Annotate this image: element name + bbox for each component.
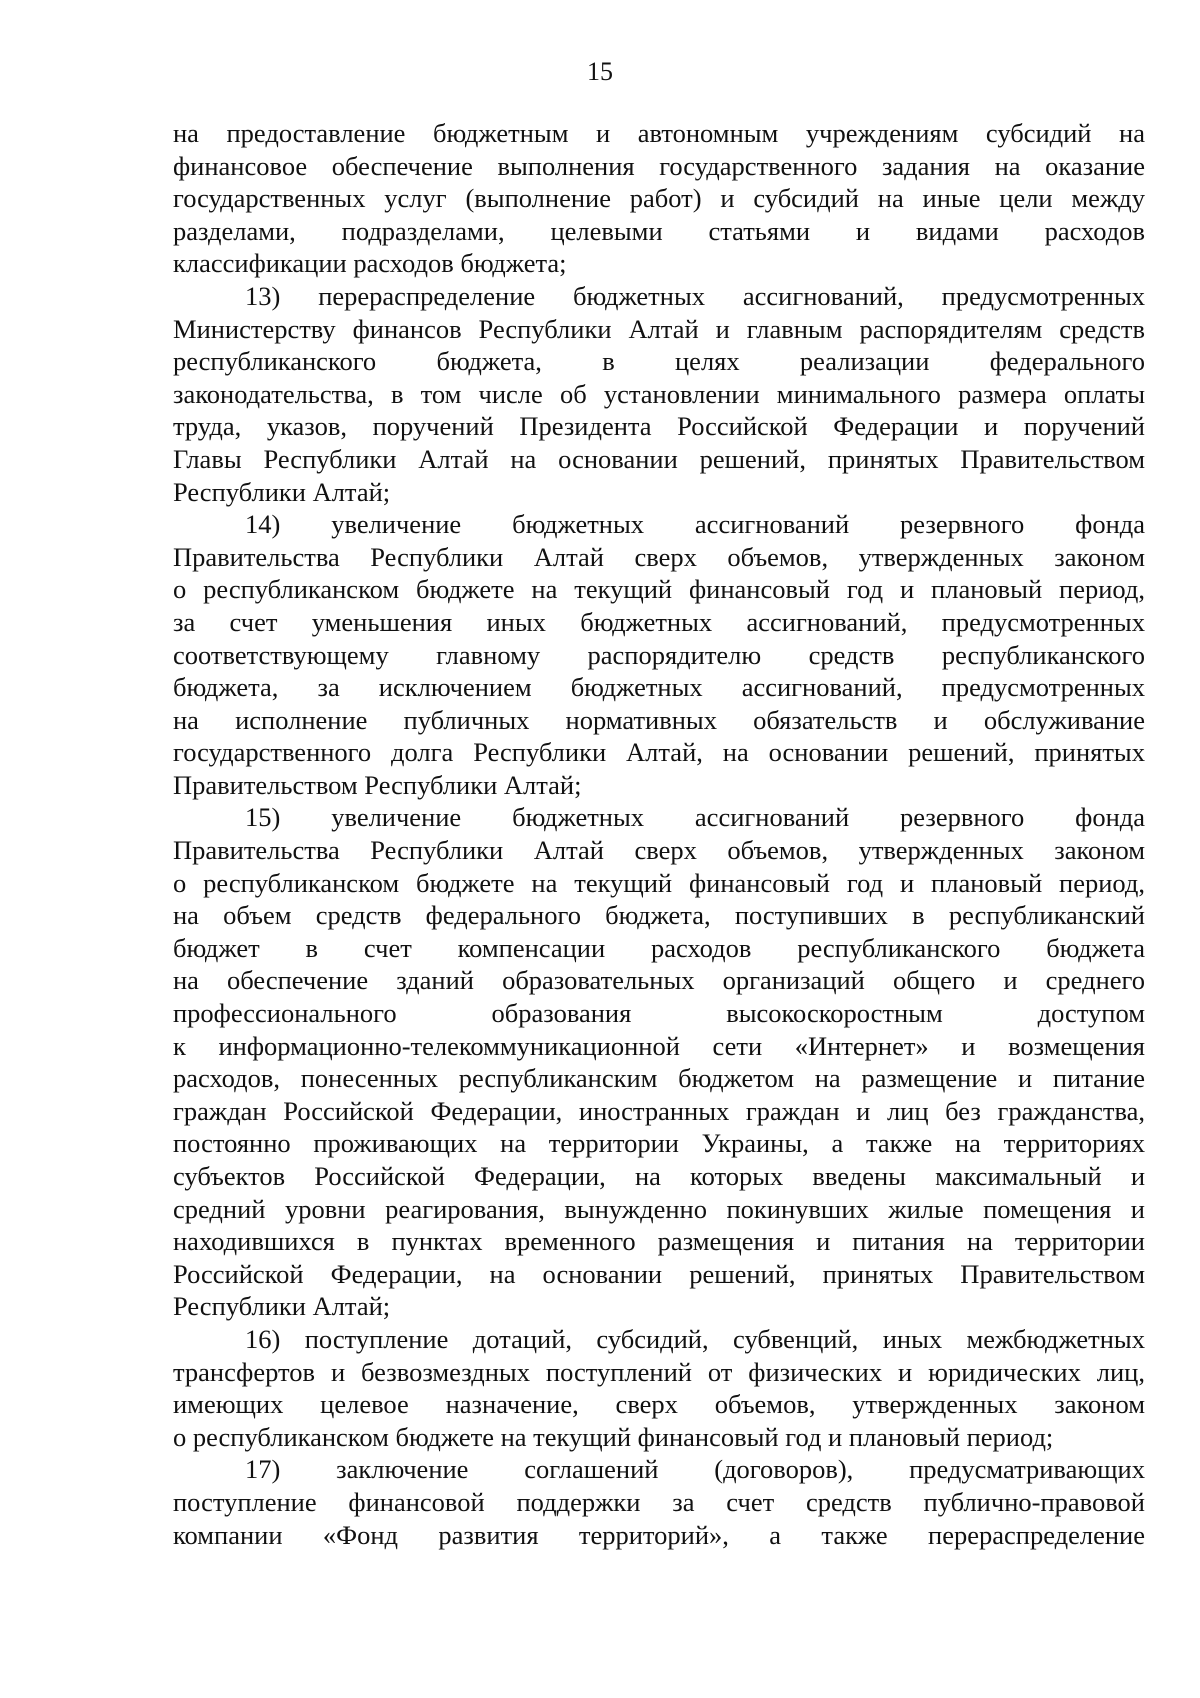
text-line: о республиканском бюджете на текущий финансовый год и плановый период, bbox=[173, 574, 1145, 605]
text-line: Российской Федерации, на основании решений, принятых Правительством bbox=[173, 1258, 1145, 1289]
text-line: соответствующему главному распорядителю средств республиканского bbox=[173, 639, 1145, 670]
text-line: Главы Республики Алтай на основании решений, принятых Правительством bbox=[173, 443, 1145, 474]
text-line: постоянно проживающих на территории Украины, а также на территориях bbox=[173, 1128, 1145, 1159]
text-line: разделами, подразделами, целевыми статьями и видами расходов bbox=[173, 215, 1145, 246]
text-line: субъектов Российской Федерации, на которых введены максимальный и bbox=[173, 1161, 1145, 1191]
text-line: о республиканском бюджете на текущий финансовый год и плановый период, bbox=[173, 867, 1145, 898]
item-16-line: 16) поступление дотаций, субсидий, субвенций, иных межбюджетных bbox=[245, 1323, 1145, 1354]
text-line: бюджет в счет компенсации расходов республиканского бюджета bbox=[173, 932, 1145, 963]
text-line: расходов, понесенных республиканским бюджетом на размещение и питание bbox=[173, 1063, 1145, 1094]
text-line: на обеспечение зданий образовательных организаций общего и среднего bbox=[173, 965, 1145, 996]
text-line: на исполнение публичных нормативных обязательств и обслуживание bbox=[173, 704, 1145, 735]
text-line: на объем средств федерального бюджета, поступивших в республиканский bbox=[173, 900, 1145, 931]
text-line: о республиканском бюджете на текущий финансовый год и плановый период; bbox=[173, 1421, 1054, 1452]
text-line: граждан Российской Федерации, иностранных граждан и лиц без гражданства, bbox=[173, 1095, 1145, 1126]
text-line: Правительством Республики Алтай; bbox=[173, 769, 582, 800]
text-line: профессионального образования высокоскоростным доступом bbox=[173, 998, 1145, 1029]
text-line: средний уровни реагирования, вынужденно покинувших жилые помещения и bbox=[173, 1193, 1145, 1224]
text-line: Правительства Республики Алтай сверх объемов, утвержденных законом bbox=[173, 541, 1145, 572]
item-14-line: 14) увеличение бюджетных ассигнований резервного фонда bbox=[245, 509, 1145, 540]
text-line: труда, указов, поручений Президента Российской Федерации и поручений bbox=[173, 411, 1145, 442]
text-line: компании «Фонд развития территорий», а также перераспределение bbox=[173, 1519, 1145, 1550]
item-15-line: 15) увеличение бюджетных ассигнований резервного фонда bbox=[245, 802, 1145, 833]
text-line: республиканского бюджета, в целях реализации федерального bbox=[173, 346, 1145, 377]
text-line: классификации расходов бюджета; bbox=[173, 248, 567, 279]
text-line: на предоставление бюджетным и автономным учреждениям субсидий на bbox=[173, 118, 1145, 148]
text-line: бюджета, за исключением бюджетных ассигнований, предусмотренных bbox=[173, 672, 1145, 703]
text-line: государственного долга Республики Алтай, на основании решений, принятых bbox=[173, 737, 1145, 768]
text-line: Правительства Республики Алтай сверх объемов, утвержденных законом bbox=[173, 835, 1145, 866]
page-number: 15 bbox=[587, 57, 613, 86]
item-13-line: 13) перераспределение бюджетных ассигнований, предусмотренных bbox=[245, 280, 1145, 311]
text-line: к информационно-телекоммуникационной сети «Интернет» и возмещения bbox=[173, 1030, 1145, 1061]
text-line: финансовое обеспечение выполнения государственного задания на оказание bbox=[173, 150, 1145, 181]
text-line: находившихся в пунктах временного размещения и питания на территории bbox=[173, 1226, 1145, 1257]
text-line: поступление финансовой поддержки за счет средств публично-правовой bbox=[173, 1486, 1145, 1517]
text-line: Республики Алтай; bbox=[173, 476, 391, 507]
document-body bbox=[173, 117, 1145, 1551]
text-line: за счет уменьшения иных бюджетных ассигнований, предусмотренных bbox=[173, 606, 1145, 637]
text-line: законодательства, в том числе об установлении минимального размера оплаты bbox=[173, 378, 1145, 409]
text-line: трансфертов и безвозмездных поступлений от физических и юридических лиц, bbox=[173, 1356, 1145, 1387]
text-line: Республики Алтай; bbox=[173, 1291, 391, 1322]
text-line: государственных услуг (выполнение работ) и субсидий на иные цели между bbox=[173, 183, 1145, 214]
text-line: Министерству финансов Республики Алтай и главным распорядителям средств bbox=[173, 313, 1145, 344]
text-line: имеющих целевое назначение, сверх объемов, утвержденных законом bbox=[173, 1389, 1145, 1420]
item-17-line: 17) заключение соглашений (договоров), предусматривающих bbox=[245, 1454, 1145, 1485]
